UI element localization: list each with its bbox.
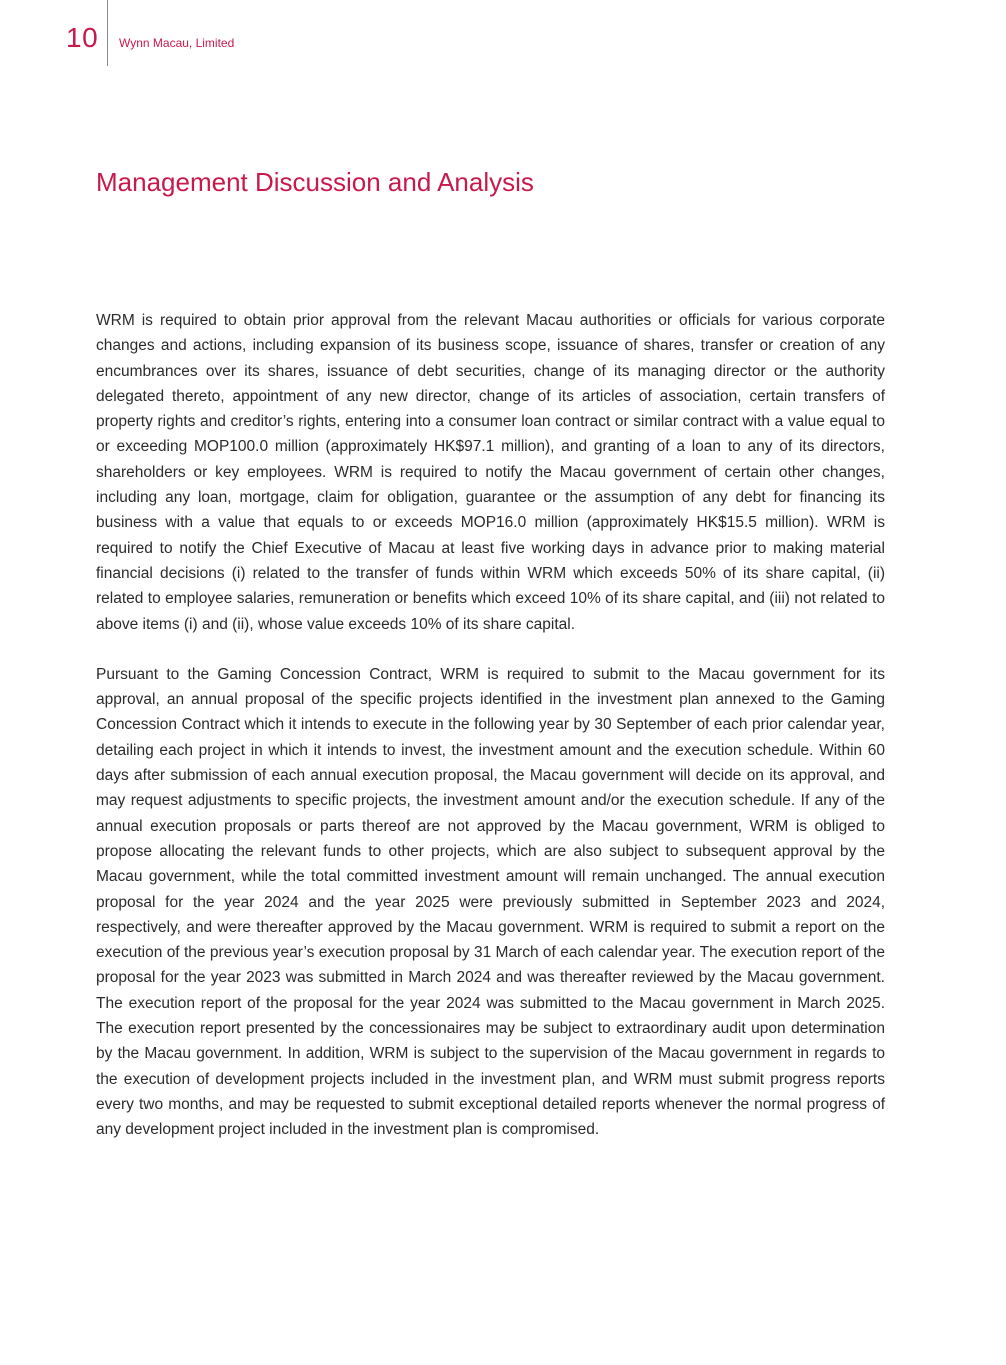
body-text — [96, 308, 885, 1168]
paragraph-investment-plan: Pursuant to the Gaming Concession Contract, WRM is required to submit to the Macau government for its approval, an annual proposal of the specific projects identified in the investment plan annexed to the Gaming Concession Contract which it intends to execute in the following year by 30 September of each prior calendar year, detailing each project in which it intends to invest, the investment amount and the execution schedule. Within 60 days after submission of each annual execution proposal, the Macau government will decide on its approval, and may request adjustments to specific projects, the investment amount and/or the execution schedule. If any of the annual execution proposals or parts thereof are not approved by the Macau government, WRM is obliged to propose allocating the relevant funds to other projects, which are also subject to subsequent approval by the Macau government, while the total committed investment amount will remain unchanged. The annual execution proposal for the year 2024 and the year 2025 were previously submitted in September 2023 and 2024, respectively, and were thereafter approved by the Macau government. WRM is required to submit a report on the execution of the previous year’s execution proposal by 31 March of each calendar year. The execution report of the proposal for the year 2023 was submitted in March 2024 and was thereafter reviewed by the Macau government. The execution report of the proposal for the year 2024 was submitted to the Macau government in March 2025. The execution report presented by the concessionaires may be subject to extraordinary audit upon determination by the Macau government. In addition, WRM is subject to the supervision of the Macau government in regards to the execution of development projects included in the investment plan, and WRM must submit progress reports every two months, and may be requested to submit exceptional detailed reports whenever the normal progress of any development project included in the investment plan is compromised. — [96, 665, 885, 1139]
section-title: Management Discussion and Analysis — [96, 167, 534, 197]
header-divider — [107, 0, 108, 66]
paragraph-approval-requirements: WRM is required to obtain prior approval from the relevant Macau authorities or officials for various corporate changes and actions, including expansion of its business scope, issuance of shares, transfer or creation of any encumbrances over its shares, issuance of debt securities, change of its managing director or the authority delegated thereto, appointment of any new director, change of its articles of association, certain transfers of property rights and creditor’s rights, entering into a consumer loan contract or similar contract with a value equal to or exceeding MOP100.0 million (approximately HK$97.1 million), and granting of a loan to any of its directors, shareholders or key employees. WRM is required to notify the Macau government of certain other changes, including any loan, mortgage, claim for obligation, guarantee or the assumption of any debt for financing its business with a value that equals to or exceeds MOP16.0 million (approximately HK$15.5 million). WRM is required to notify the Chief Executive of Macau at least five working days in advance prior to making material financial decisions (i) related to the transfer of funds within WRM which exceeds 50% of its share capital, (ii) related to employee salaries, remuneration or benefits which exceed 10% of its share capital, and (iii) not related to above items (i) and (ii), whose value exceeds 10% of its share capital. — [96, 312, 885, 633]
company-name: Wynn Macau, Limited — [119, 36, 235, 50]
page-number: 10 — [66, 22, 99, 53]
